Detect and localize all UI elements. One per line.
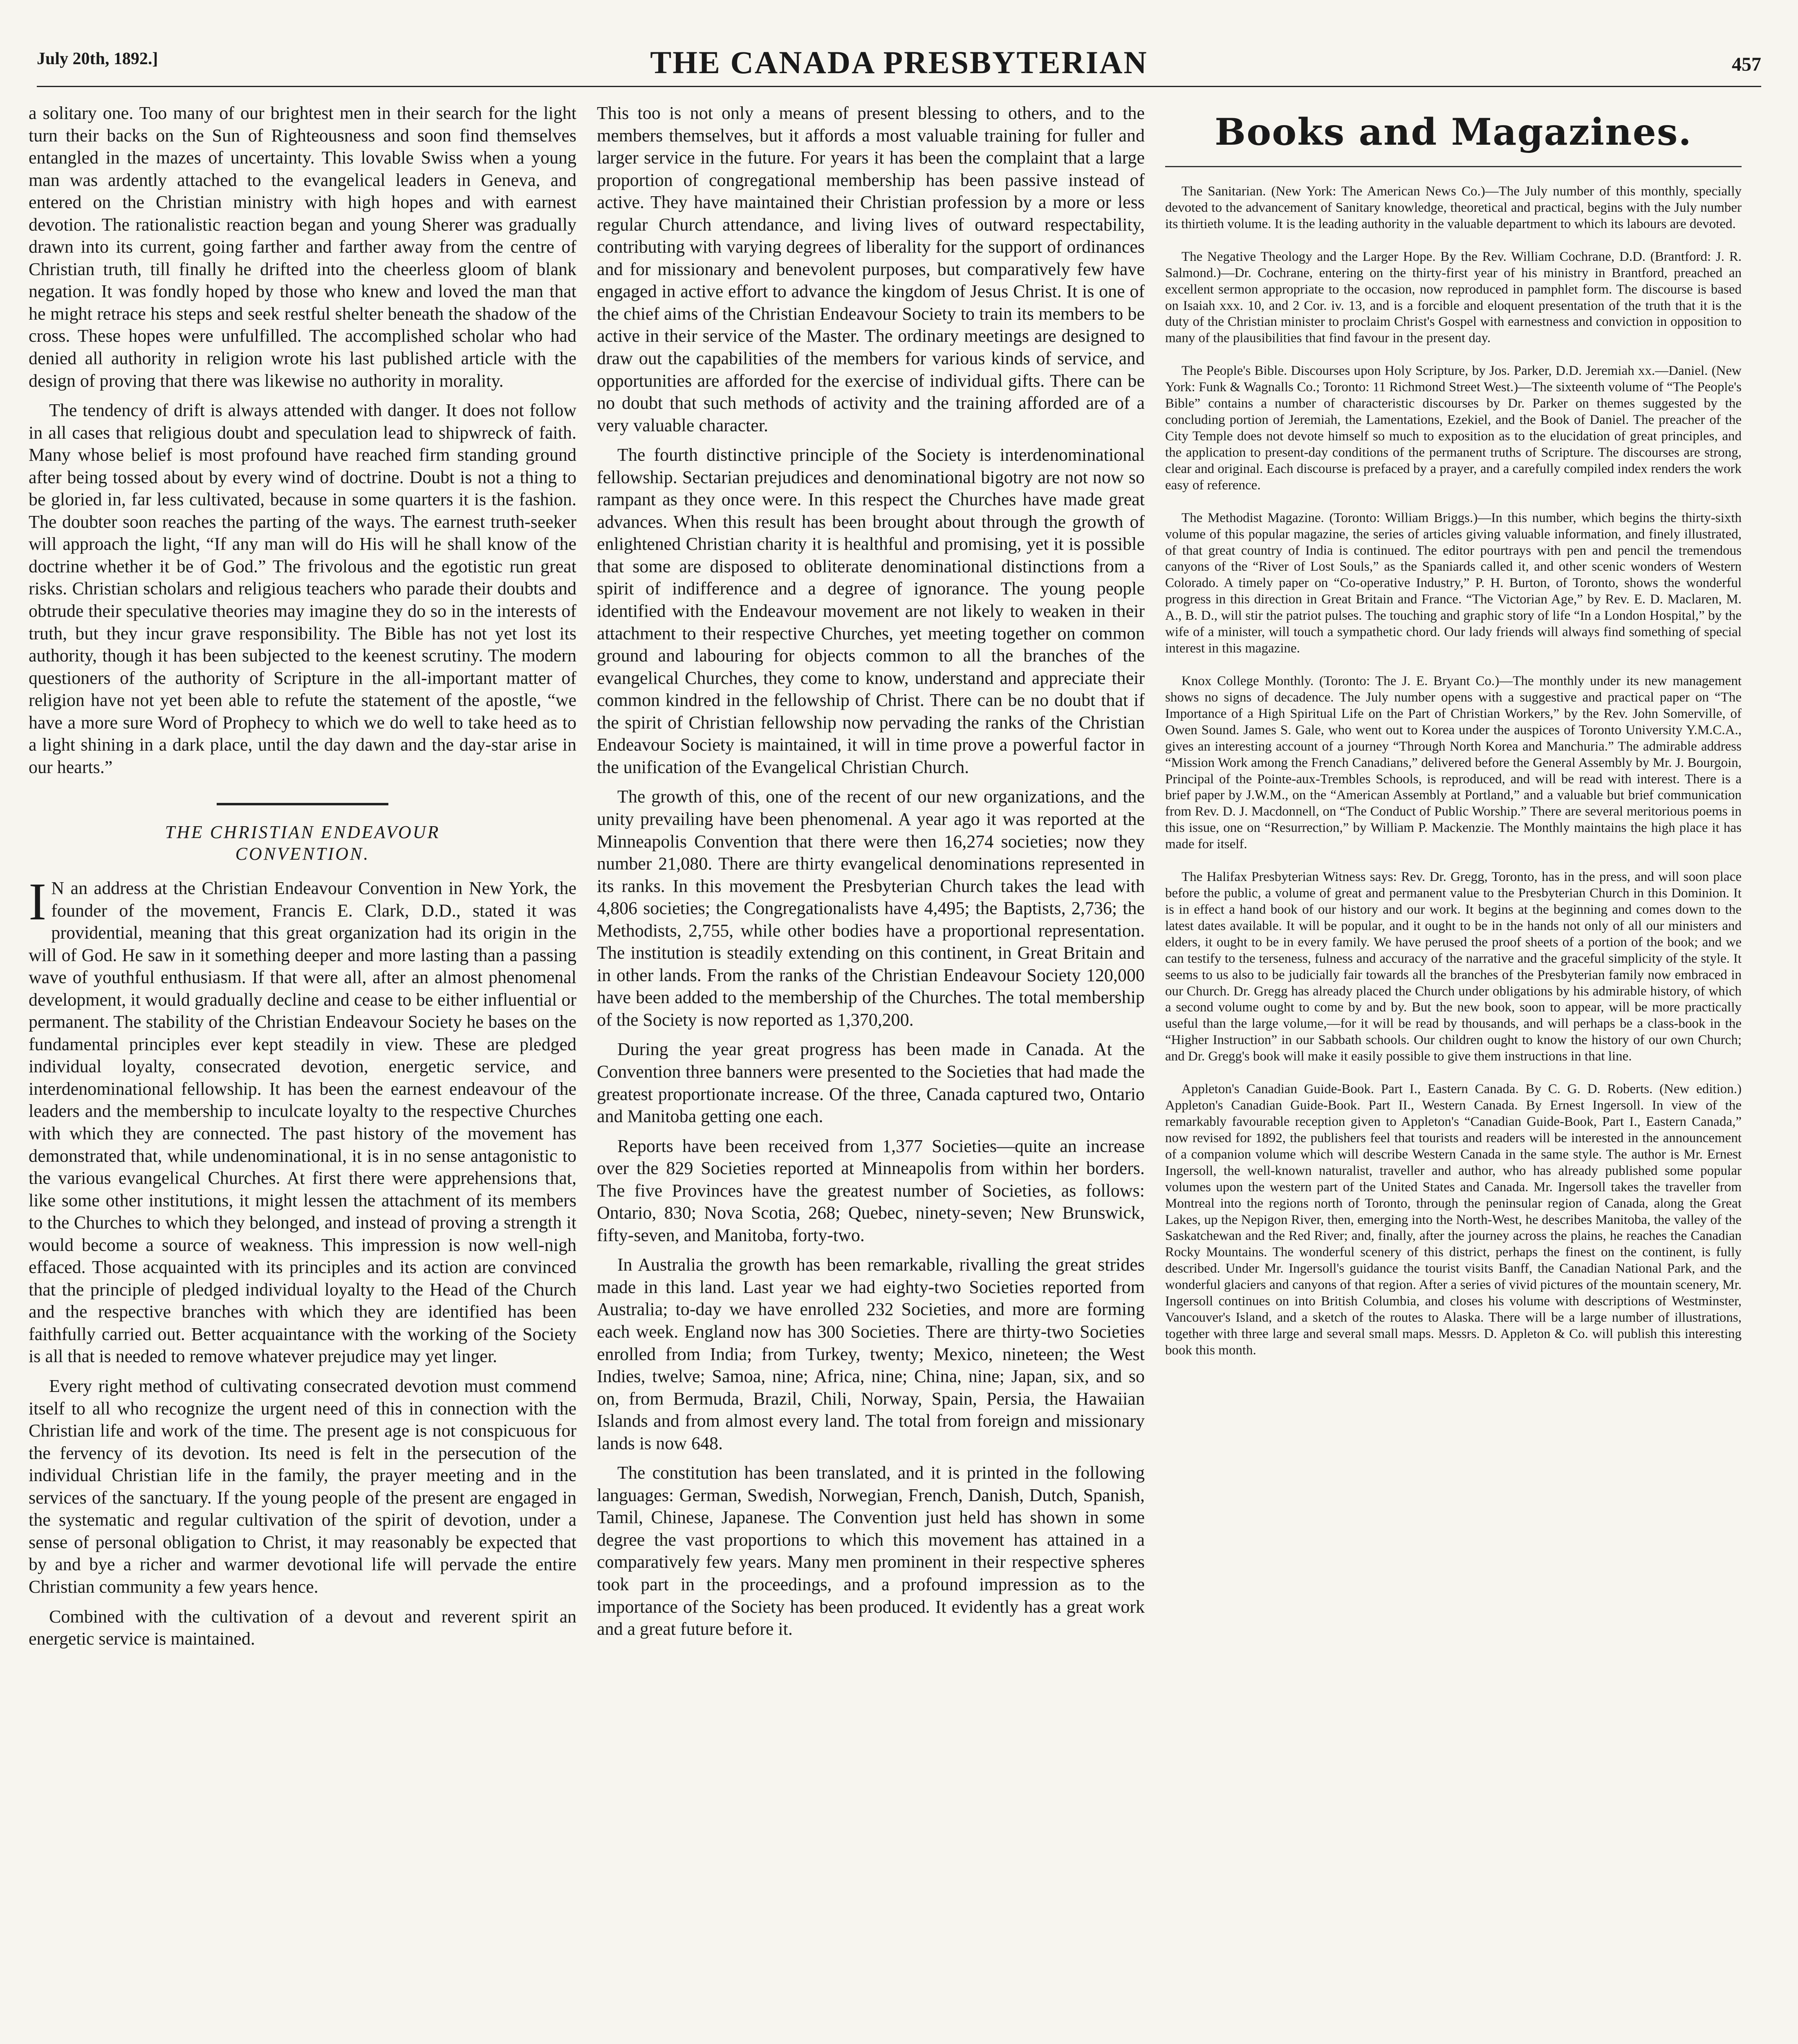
column-2 [597,102,1145,2044]
issue-date: July 20th, 1892.] [37,49,158,68]
paragraph: During the year great progress has been made in Canada. At the Convention three banners were presented to the Societies that had made the greatest proportionate increase. Of the three, Canada captured two, Ontario and Manitoba getting one each. [597,1039,1145,1127]
review-item: The Halifax Presbyterian Witness says: Rev. Dr. Gregg, Toronto, has in the press, and will soon place before the public, a volume of great and permanent value to the Presbyterian Church in this Dominion. It is in effect a hand book of our history and our work. It begins at the beginning and comes down to the latest dates available. It will be popular, and it ought to be in the hands not only of all our ministers and elders, it ought to be in every family. We have perused the proof sheets of a portion of the book; and we can testify to the terseness, fulness and accuracy of the narrative and the graceful simplicity of the style. It seems to us also to be judicially fair towards all the branches of the Presbyterian family now embraced in our Church. Dr. Gregg has already placed the Church under obligations by his admirable history, of which a second volume ought to come by and by. But the new book, soon to appear, will be more practically useful than the large volume,—for it will be read by thousands, and will perhaps be a class-book in the “Higher Instruction” in our Sabbath schools. Our children ought to know the history of our own Church; and Dr. Gregg's book will make it easily possible to give them instructions in that line. [1165,870,1742,1064]
section-divider [217,803,388,805]
heading-rule [1165,166,1742,167]
section-title [29,822,576,865]
paragraph: The constitution has been translated, and it is printed in the following languages: German, Swedish, Norwegian, French, Danish, Dutch, Spanish, Tamil, Chinese, Japanese. The Convention just held has shown in some degree the vast proportions to which this movement has attained in a comparatively few years. Many men prominent in their respective spheres took part in the proceedings, and a profound impression as to the importance of the Society has been produced. It evidently has a great work and a great future before it. [597,1463,1145,1639]
review-item: Appleton's Canadian Guide-Book. Part I., Eastern Canada. By C. G. D. Roberts. (New edition.) Appleton's Canadian Guide-Book. Part II., Western Canada. By Ernest Ingersoll. In view of the remarkably favourable reception given to Appleton's “Canadian Guide-Book, Part I., Eastern Canada,” now revised for 1892, the publishers feel that tourists and readers will be interested in the announcement of a companion volume which will describe Western Canada in the same style. The author is Mr. Ernest Ingersoll, the well-known naturalist, traveller and author, who has already published some popular volumes upon the western part of the United States and Canada. Mr. Ingersoll takes the traveller from Montreal into the regions north of Toronto, through the peninsular region of Canada, along the Great Lakes, up the Nepigon River, then, emerging into the North-West, he describes Manitoba, the valley of the Saskatchewan and the Red River; and, finally, after the journey across the plains, he reaches the Canadian Rocky Mountains. The wonderful scenery of this district, perhaps the finest on the continent, is fully described. Under Mr. Ingersoll's guidance the tourist visits Banff, the Canadian National Park, and the wonderful glaciers and canyons of that region. After a series of vivid pictures of the mountain scenery, Mr. Ingersoll continues on into British Columbia, and closes his volume with descriptions of Westminster, Vancouver's Island, and a sketch of the routes to Alaska. There will be a large number of illustrations, together with three large and several small maps. Messrs. D. Appleton & Co. will publish this interesting book this month. [1165,1082,1742,1358]
paragraph: Reports have been received from 1,377 Societies—quite an increase over the 829 Societies reported at Minneapolis from within her borders. The five Provinces have the greatest number of Societies, as follows: Ontario, 830; Nova Scotia, 268; Quebec, ninety-seven; New Brunswick, fifty-seven, and Manitoba, forty-two. [597,1136,1145,1245]
column-3 [1165,102,1742,2044]
review-item: The Negative Theology and the Larger Hope. By the Rev. William Cochrane, D.D. (Brantford: J. R. Salmond.)—Dr. Cochrane, entering on the thirty-first year of his ministry in Brantford, preached an excellent sermon appropriate to the occasion, now reproduced in pamphlet form. The discourse is based on Isaiah xxx. 10, and 2 Cor. iv. 13, and is a forcible and eloquent presentation of the truth that it is the duty of the Christian minister to proclaim Christ's Gospel with earnestness and conviction in opposition to many of the plausibilities that find favour in the present day. [1165,249,1742,346]
review-item: The Sanitarian. (New York: The American News Co.)—The July number of this monthly, specially devoted to the advancement of Sanitary knowledge, theoretical and practical, begins with the July number its thirtieth volume. It is the leading authority in the valuable department to which its labours are devoted. [1165,184,1742,231]
publication-title: THE CANADA PRESBYTERIAN [650,45,1148,80]
section-title-line: CONVENTION. [235,844,370,864]
drop-cap: I [29,872,47,931]
books-and-magazines-heading: Books and Magazines. [1215,110,1692,154]
paragraph: The tendency of drift is always attended with danger. It does not follow in all cases that religious doubt and speculation lead to shipwreck of faith. Many whose belief is most profound have reached firm standing ground after being tossed about by every wind of doctrine. Doubt is not a thing to be gloried in, far less cultivated, because in some quarters it is the fashion. The doubter soon reaches the parting of the ways. The earnest truth-seeker will approach the light, “If any man will do His will he shall know of the doctrine whether it be of God.” The frivolous and the egotistic run great risks. Christian scholars and religious teachers who parade their doubts and obtrude their speculative theories may imagine they do so in the interests of truth, but they incur grave responsibility. The Bible has not yet lost its authority, though it has been subjected to the keenest scrutiny. The modern questioners of the authority of Scripture in the all-important matter of religion have not yet been able to refute the statement of the apostle, “we have a more sure Word of Prophecy to which we do well to take heed as to a light shining in a dark place, until the day dawn and the day-star arise in our hearts.” [29,400,576,777]
paragraph: a solitary one. Too many of our brightest men in their search for the light turn their backs on the Sun of Righteousness and soon find themselves entangled in the mazes of uncertainty. This lovable Swiss when a young man was ardently attached to the evangelical leaders in Geneva, and entered on the Christian ministry with high hopes and with earnest devotion. The rationalistic reaction began and young Sherer was gradually drawn into its current, going farther and farther away from the centre of Christian truth, till finally he drifted into the cheerless gloom of blank negation. It was fondly hoped by those who knew and loved the man that he might retrace his steps and seek restful shelter beneath the shadow of the cross. These hopes were unfulfilled. The accomplished scholar who had denied all authority in religion wrote his last published article with the design of proving that there was likewise no authority in morality. [29,103,576,391]
column-1 [29,102,576,2044]
review-item: Knox College Monthly. (Toronto: The J. E. Bryant Co.)—The monthly under its new management shows no signs of decadence. The July number opens with a suggestive and practical paper on “The Importance of a High Spiritual Life on the Part of Christian Workers,” by the Rev. John Somerville, of Owen Sound. James S. Gale, who went out to Korea under the auspices of Toronto University Y.M.C.A., gives an interesting account of a journey “Through North Korea and Manchuria.” The admirable address “Mission Work among the French Canadians,” delivered before the General Assembly by Mr. J. Bourgoin, Principal of the Pointe-aux-Trembles Schools, is reproduced, and will be read with interest. There is a brief paper by J.W.M., on the “American Assembly at Portland,” and a valuable but brief communication from Rev. D. J. Macdonnell, on “The Conduct of Public Worship.” There are several meritorious poems in this issue, one on “Resurrection,” by William P. Mackenzie. The Monthly maintains the high place it has made for itself. [1165,673,1742,852]
paragraph: This too is not only a means of present blessing to others, and to the members themselves, but it affords a most valuable training for fuller and larger service in the future. For years it has been the complaint that a large proportion of congregational membership has been passive instead of active. They have maintained their Christian profession by a more or less regular Church attendance, and living lives of outward respectability, contributing with varying degrees of liberality for the support of ordinances and for missionary and benevolent purposes, but comparatively few have engaged in active effort to advance the kingdom of Jesus Christ. It is one of the chief aims of the Christian Endeavour Society to train its members to be active in their service of the Master. The ordinary meetings are designed to draw out the capabilities of the members for various kinds of service, and opportunities are afforded for the exercise of individual gifts. There can be no doubt that such methods of activity and the training afforded are of a very valuable character. [597,103,1145,435]
paragraph: Every right method of cultivating consecrated devotion must commend itself to all who recognize the urgent need of this in connection with the Christian life and work of the time. The present age is not conspicuous for the fervency of its devotion. Its need is felt in the persecution of the individual Christian life in the family, the prayer meeting and in the services of the sanctuary. If the young people of the present are engaged in the systematic and regular cultivation of the spirit of devotion, under a sense of personal obligation to Christ, it may reasonably be expected that by and bye a richer and warmer devotional life will pervade the entire Christian community a few years hence. [29,1376,576,1597]
review-item: The People's Bible. Discourses upon Holy Scripture, by Jos. Parker, D.D. Jeremiah xx.—Daniel. (New York: Funk & Wagnalls Co.; Toronto: 11 Richmond Street West.)—The sixteenth volume of “The People's Bible” contains a number of characteristic discourses by Dr. Parker on themes suggested by the concluding portion of Jeremiah, the Lamentations, Ezekiel, and the Book of Daniel. The preacher of the City Temple does not devote himself so much to exposition as to the elucidation of great principles, and the application to present-day conditions of the permanent truths of Scripture. The discourses are strong, clear and original. Each discourse is prefaced by a prayer, and a carefully compiled index renders the work easy of reference. [1165,363,1742,493]
paragraph-text: N an address at the Christian Endeavour Convention in New York, the founder of the movement, Francis E. Clark, D.D., stated it was providential, meaning that this great organization had its origin in the will of God. He saw in it something deeper and more lasting than a passing wave of youthful enthusiasm. If that were all, after an almost phenomenal development, it would gradually decline and cease to be either influential or permanent. The stability of the Christian Endeavour Society he bases on the fundamental principles ever kept steadily in view. These are pledged individual loyalty, consecrated devotion, energetic service, and interdenominational fellowship. It has been the earnest endeavour of the leaders and the membership to inculcate loyalty to the respective Churches with which they are connected. The past history of the movement has demonstrated that, while undenominational, it is in no sense antagonistic to the various evangelical Churches. At first there were apprehensions that, like some other institutions, it might lessen the attachment of its members to the Churches to which they belonged, and instead of proving a strength it would become a source of weakness. This impression is now well-nigh effaced. Those acquainted with its principles and its action are convinced that the principle of pledged individual loyalty to the Head of the Church and the respective branches with which they are identified has been faithfully carried out. Better acquaintance with the working of the Society is all that is needed to remove whatever prejudice may yet linger. [29,878,576,1367]
section-title-line: THE CHRISTIAN ENDEAVOUR [165,822,440,843]
review-item: The Methodist Magazine. (Toronto: William Briggs.)—In this number, which begins the thirty-sixth volume of this popular magazine, the series of articles giving valuable information, and finely illustrated, of that great country of India is continued. The editor pourtrays with pen and pencil the tremendous canyons of the “River of Lost Souls,” as the Spaniards called it, and other scenic wonders of Western Colorado. A timely paper on “Co-operative Industry,” P. H. Burton, of Toronto, shows the wonderful progress in this direction in Great Britain and France. “The Victorian Age,” by Rev. E. D. Maclaren, M. A., B. D., will stir the patriot pulses. The touching and graphic story of life “In a London Hospital,” by the wife of a minister, will touch a sympathetic chord. Our lady friends will always find something of special interest in this magazine. [1165,510,1742,656]
page-header [37,41,1761,87]
paragraph [29,872,576,1368]
paragraph: Combined with the cultivation of a devout and reverent spirit an energetic service is maintained. [29,1606,576,1649]
paragraph: The growth of this, one of the recent of our new organizations, and the unity prevailing have been phenomenal. A year ago it was reported at the Minneapolis Convention that there were then 16,274 societies; now they number 21,080. There are thirty evangelical denominations represented in its ranks. In this movement the Presbyterian Church takes the lead with 4,806 societies; the Congregationalists have 4,495; the Baptists, 2,736; the Methodists, 2,755, while other bodies have a proportional representation. The institution is steadily extending on this continent, in Great Britain and in other lands. From the ranks of the Christian Endeavour Society 120,000 have been added to the membership of the Churches. The total membership of the Society is now reported as 1,370,200. [597,787,1145,1030]
page-number: 457 [1732,54,1761,75]
paragraph: The fourth distinctive principle of the Society is interdenominational fellowship. Sectarian prejudices and denominational bigotry are not now so rampant as they once were. In this respect the Churches have made great advances. When this result has been brought about through the growth of enlightened Christian charity it is healthful and promising, yet it is possible that some are disposed to obliterate denominational distinctions from a spirit of indifference and a degree of ignorance. The young people identified with the Endeavour movement are not likely to weaken in their attachment to their respective Churches, yet meeting together on common ground and labouring for objects common to all the branches of the evangelical Churches, they come to know, understand and appreciate their common kindred in the fellowship of Christ. There can be no doubt that if the spirit of Christian fellowship now pervading the ranks of the Christian Endeavour Society is maintained, it will in time prove a powerful factor in the unification of the Evangelical Christian Church. [597,445,1145,777]
paragraph: In Australia the growth has been remarkable, rivalling the great strides made in this land. Last year we had eighty-two Societies reported from Australia; to-day we have enrolled 232 Societies, and more are forming each week. England now has 300 Societies. There are thirty-two Societies enrolled from India; from Turkey, twenty; Mexico, nineteen; the West Indies, twelve; Samoa, nine; Africa, nine; China, nine; Japan, six, and so on, from Bermuda, Brazil, Chili, Norway, Spain, Persia, the Hawaiian Islands and from almost every land. The total from foreign and missionary lands is now 648. [597,1255,1145,1453]
